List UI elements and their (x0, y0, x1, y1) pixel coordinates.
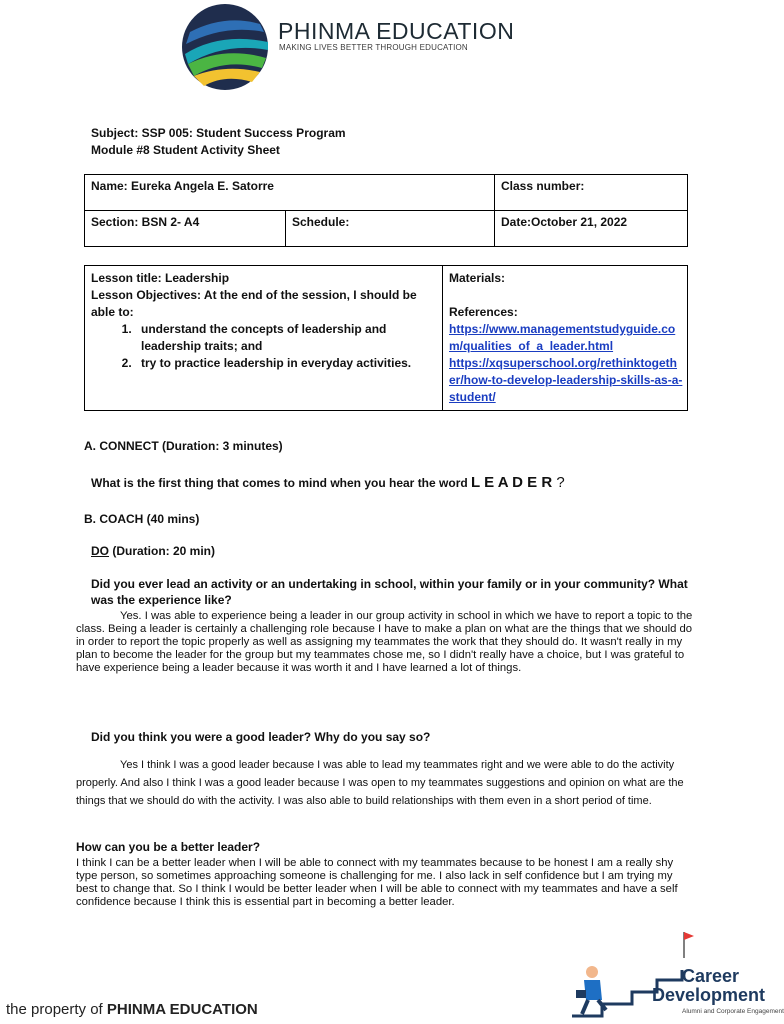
lesson-cell (85, 266, 443, 411)
materials-cell (443, 266, 688, 411)
career-subtitle: Alumni and Corporate Engagement (682, 1008, 784, 1015)
brand-name: PHINMA EDUCATION (278, 18, 515, 44)
module-line: Module #8 Student Activity Sheet (91, 143, 280, 157)
connect-question: What is the first thing that comes to mind when you hear the word L E A D E R ? (91, 474, 565, 491)
question-3: How can you be a better leader? (76, 840, 261, 854)
objective-item: 1. understand the concepts of leadership and leadership traits; and (135, 321, 436, 355)
phinma-logo-icon (180, 2, 270, 92)
reference-link[interactable]: https://www.managementstudyguide.com/qualities_of_a_leader.html (449, 322, 676, 353)
student-name: Name: Eureka Angela E. Satorre (85, 175, 495, 211)
answer-1: Yes. I was able to experience being a leader in our group activity in school in which we have to report a topic to the class. Being a leader is certainly a challenging role because I have to make a plan on what are the things that we should do in order to report the topic properly as well as assigning my teammates the work that they should do. It wasn't really in my plan to become the leader for the group but my teammates chose me, so I didn't really have a choice, but I was grateful to have experience being a leader because it was worth it and I have learned a lot of things. (76, 610, 693, 674)
footer-property: the property of PHINMA EDUCATION (6, 1001, 258, 1018)
references-label: References: (449, 305, 518, 319)
lesson-title: Lesson title: Leadership (91, 271, 230, 285)
section: Section: BSN 2- A4 (85, 211, 286, 247)
question-2: Did you think you were a good leader? Why do you say so? (91, 730, 431, 744)
student-info-table (84, 174, 688, 247)
do-heading: DO (Duration: 20 min) (91, 544, 216, 558)
coach-heading: B. COACH (40 mins) (84, 512, 200, 526)
answer-3: I think I can be a better leader when I will be able to connect with my teammates because to be honest I am a really shy type person, so sometimes approaching someone is challenging for me. I also lack in self confidence but I am trying my best to change that. So I think I would be better leader when I will be able to connect with my teammates and have a self confidence because I think this is essential part in becoming a better leader. (76, 857, 678, 908)
schedule: Schedule: (286, 211, 495, 247)
lesson-table (84, 265, 688, 411)
brand-tagline: MAKING LIVES BETTER THROUGH EDUCATION (279, 43, 468, 52)
question-1: Did you ever lead an activity or an undertaking in school, within your family or in your community? What was the experience like? (91, 577, 688, 607)
materials-label: Materials: (449, 271, 506, 285)
reference-link[interactable]: https://xqsuperschool.org/rethinktogether/how-to-develop-leadership-skills-as-a-student/ (449, 356, 683, 404)
lesson-objectives: Lesson Objectives: At the end of the session, I should be able to: (91, 288, 417, 319)
leader-word: L E A D E R (471, 474, 553, 491)
class-number: Class number: (495, 175, 688, 211)
objective-item: 2. try to practice leadership in everyday activities. (135, 355, 436, 372)
objectives-list (91, 321, 436, 372)
answer-2: Yes I think I was a good leader because I was able to lead my teammates right and we were able to do the activity properly. And also I think I was a good leader because I was open to my teammates suggestions and opinion on what are the things that we should do with the activity. I was also able to build relationships with them even in a short period of time. (76, 759, 684, 807)
career-text: Career (682, 966, 740, 986)
date: Date:October 21, 2022 (495, 211, 688, 247)
document-meta (91, 125, 346, 159)
subject-line: Subject: SSP 005: Student Success Program (91, 126, 346, 140)
development-text: Development (652, 985, 766, 1005)
connect-heading: A. CONNECT (Duration: 3 minutes) (84, 439, 283, 453)
